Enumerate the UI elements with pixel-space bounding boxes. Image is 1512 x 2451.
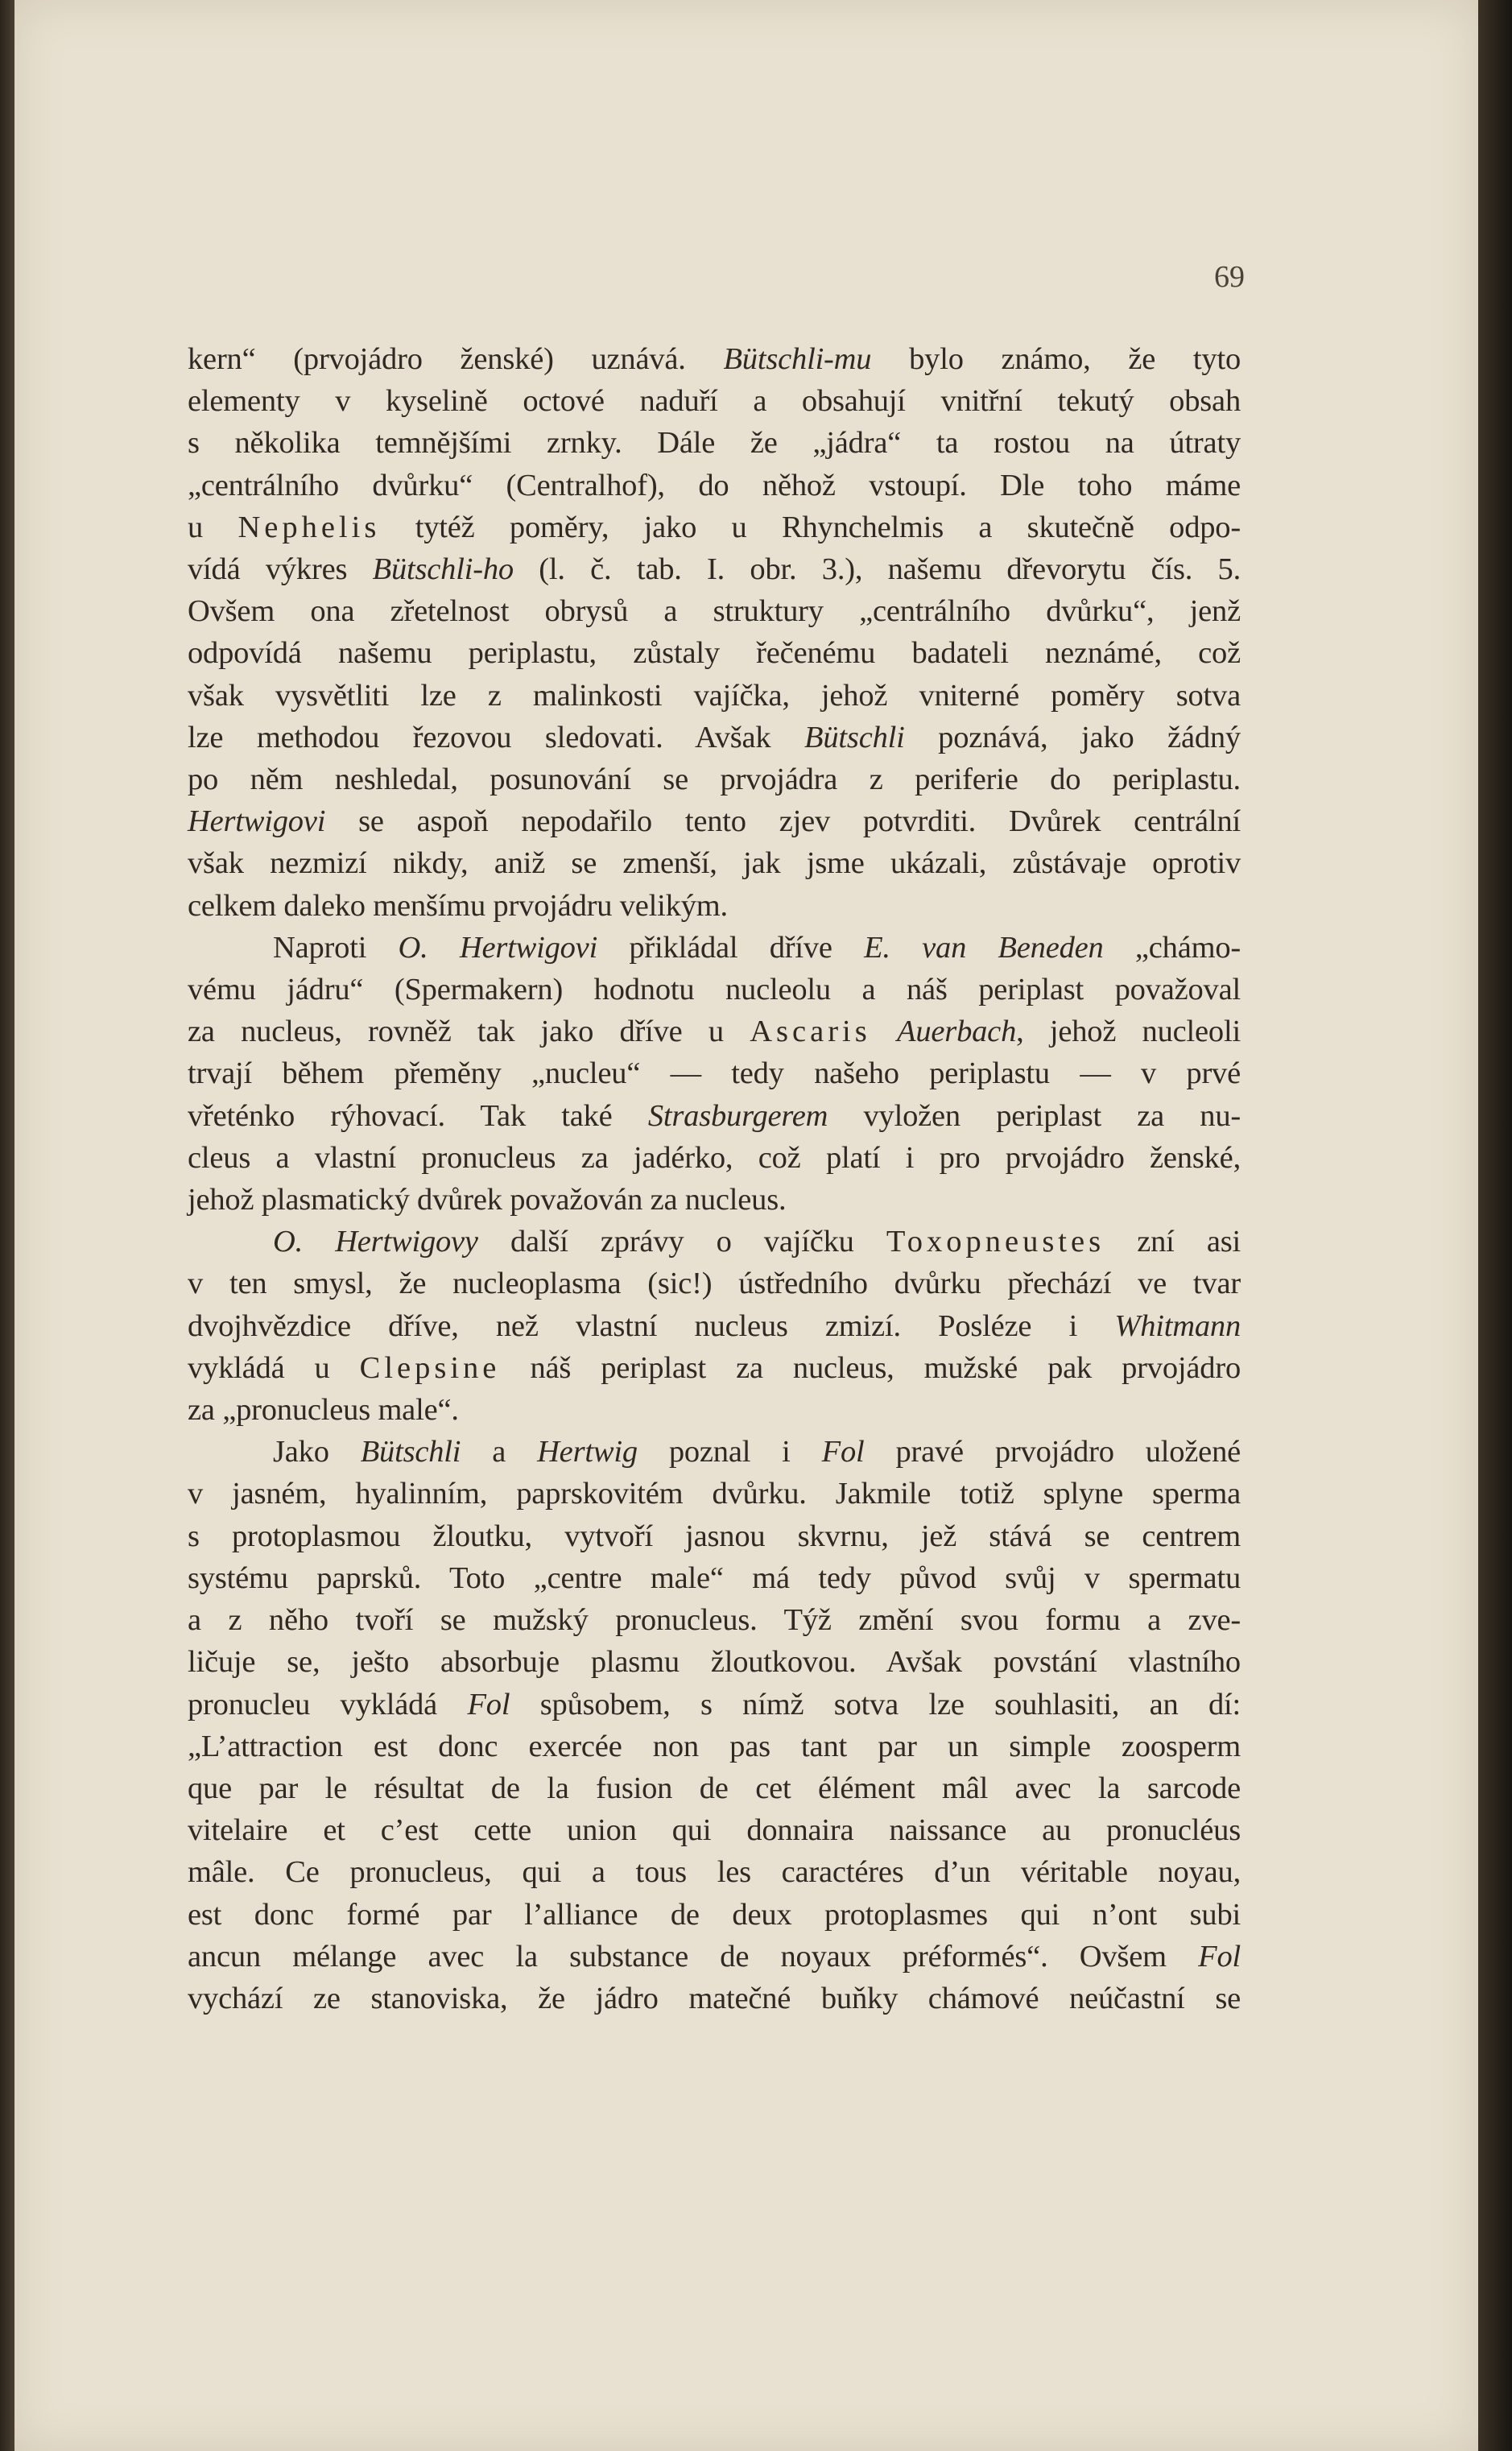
text-line (188, 422, 1241, 464)
text-fragment: poznal i (637, 1435, 822, 1469)
italic-text: Fol (821, 1435, 865, 1469)
text-line (188, 1599, 1241, 1641)
text-line (188, 717, 1241, 758)
text-line (188, 1641, 1241, 1683)
text-fragment: po něm neshledal, posunování se prvojádra z periferie do periplastu. (188, 763, 1241, 797)
text-fragment: však nezmizí nikdy, aniž se zmenší, jak jsme ukázali, zůstávaje oprotiv (188, 846, 1241, 881)
text-fragment: ancun mélange avec la substance de noyaux préformés“. Ovšem (188, 1939, 1199, 1974)
italic-text: Bütschli (804, 720, 905, 754)
text-line (188, 465, 1241, 506)
page-edge-right (1478, 0, 1512, 2451)
text-fragment: „chámo- (1103, 930, 1241, 965)
text-line (188, 632, 1241, 674)
text-fragment: přikládal dříve (597, 930, 865, 965)
italic-text: O. Hertwigovi (398, 930, 598, 965)
text-fragment: systému paprsků. Toto „centre male“ má tedy původ svůj v spermatu (188, 1560, 1241, 1595)
text-fragment: vychází ze stanoviska, že jádro matečné buňky chámové neúčastní se (188, 1981, 1241, 2015)
text-fragment: a z něho tvoří se mužský pronucleus. Týž změní svou formu a zve- (188, 1603, 1241, 1638)
italic-text: Auerbach (897, 1015, 1017, 1049)
text-fragment: cleus a vlastní pronucleus za jadérko, což platí i pro prvojádro ženské, (188, 1140, 1241, 1175)
text-fragment: pronucleu vykládá (188, 1687, 468, 1721)
italic-text: Whitmann (1114, 1308, 1241, 1343)
text-line (188, 1767, 1241, 1809)
page-edge-left (0, 0, 14, 2451)
text-line (188, 800, 1241, 842)
text-fragment: další zprávy o vajíčku (477, 1225, 886, 1259)
text-fragment: však vysvětliti lze z malinkosti vajíčka, jehož vniterné poměry sotva (188, 678, 1241, 713)
italic-text: Bütschli-ho (372, 552, 514, 587)
text-fragment: kern“ (prvojádro ženské) uznává. (188, 342, 724, 376)
text-fragment: vídá výkres (188, 552, 373, 587)
page-number: 69 (1214, 260, 1245, 294)
text-line (188, 1179, 1241, 1221)
text-fragment: náš periplast za nucleus, mužské pak prvojádro (500, 1350, 1241, 1385)
text-line (188, 1684, 1241, 1726)
text-line (188, 1557, 1241, 1599)
text-line (188, 969, 1241, 1011)
italic-text: O. Hertwigovy (273, 1225, 478, 1259)
text-line (188, 1515, 1241, 1557)
text-line (188, 842, 1241, 884)
italic-text: Bütschli (360, 1435, 461, 1469)
text-fragment: dvojhvězdice dříve, než vlastní nucleus zmizí. Posléze i (188, 1308, 1115, 1343)
spaced-text: Toxopneustes (886, 1225, 1105, 1259)
text-fragment: za „pronucleus male“. (188, 1393, 459, 1428)
text-fragment: s protoplasmou žloutku, vytvoří jasnou skvrnu, jež stává se centrem (188, 1519, 1241, 1553)
text-line (188, 1389, 1241, 1431)
text-fragment: spůsobem, s nímž sotva lze souhlasiti, an dí: (510, 1687, 1241, 1721)
spaced-text: Clepsine (359, 1350, 501, 1385)
text-fragment: u (188, 510, 238, 544)
text-fragment: bylo známo, že tyto (871, 342, 1241, 376)
text-line (188, 1978, 1241, 2019)
text-line (188, 1221, 1241, 1263)
text-fragment: se aspoň nepodařilo tento zjev potvrditi. Dvůrek centrální (325, 804, 1241, 839)
italic-text: Hertwig (537, 1435, 638, 1469)
text-fragment: „L’attraction est donc exercée non pas tant par un simple zoosperm (188, 1729, 1241, 1763)
text-line (188, 758, 1241, 800)
text-line (188, 1936, 1241, 1978)
text-fragment: za nucleus, rovněž tak jako dříve u (188, 1015, 750, 1049)
text-fragment: zní asi (1105, 1225, 1241, 1259)
text-line (188, 1263, 1241, 1304)
italic-text: Bütschli-mu (723, 342, 872, 376)
italic-text: Fol (1198, 1939, 1241, 1974)
text-fragment: Ovšem ona zřetelnost obrysů a struktury „centrálního dvůrku“, jenž (188, 594, 1241, 629)
text-fragment: , jehož nucleoli (1016, 1015, 1241, 1049)
text-fragment: pravé prvojádro uložené (864, 1435, 1241, 1469)
text-fragment: ličuje se, ješto absorbuje plasmu žloutkovou. Avšak povstání vlastního (188, 1645, 1241, 1680)
italic-text: Fol (467, 1687, 510, 1721)
text-line (188, 1431, 1241, 1473)
text-line (188, 1347, 1241, 1389)
text-fragment: v jasném, hyalinním, paprskovitém dvůrku. Jakmile totiž splyne sperma (188, 1477, 1241, 1511)
text-line (188, 590, 1241, 632)
text-line (188, 506, 1241, 548)
text-line (188, 675, 1241, 717)
text-fragment: est donc formé par l’alliance de deux protoplasmes qui n’ont subi (188, 1897, 1241, 1932)
text-fragment: que par le résultat de la fusion de cet élément mâl avec la sarcode (188, 1771, 1241, 1805)
italic-text: E. van Beneden (864, 930, 1104, 965)
text-line (188, 1305, 1241, 1347)
text-fragment: lze methodou řezovou sledovati. Avšak (188, 720, 805, 754)
text-line (188, 1137, 1241, 1179)
text-fragment: Jako (273, 1435, 361, 1469)
text-line (188, 548, 1241, 590)
text-fragment: a (461, 1435, 538, 1469)
text-line (188, 1809, 1241, 1851)
text-fragment (871, 1015, 897, 1048)
text-line (188, 1473, 1241, 1515)
spaced-text: Ascaris (750, 1015, 871, 1049)
text-line (188, 1095, 1241, 1137)
text-line (188, 338, 1241, 380)
text-fragment: v ten smysl, že nucleoplasma (sic!) ústředního dvůrku přechází ve tvar (188, 1267, 1241, 1301)
text-line (188, 885, 1241, 927)
text-line (188, 1726, 1241, 1767)
text-fragment: mâle. Ce pronucleus, qui a tous les caractéres d’un véritable noyau, (188, 1855, 1241, 1890)
text-fragment: Naproti (273, 930, 399, 965)
text-line (188, 1011, 1241, 1052)
text-line (188, 927, 1241, 969)
text-fragment: odpovídá našemu periplastu, zůstaly řečenému badateli neznámé, což (188, 636, 1241, 671)
text-line (188, 380, 1241, 422)
text-fragment: celkem daleko menšímu prvojádru velikým. (188, 888, 728, 923)
text-fragment: elementy v kyselině octové naduří a obsahují vnitřní tekutý obsah (188, 384, 1241, 419)
text-fragment: trvají během přeměny „nucleu“ — tedy našeho periplastu — v prvé (188, 1056, 1241, 1091)
text-fragment: vyložen periplast za nu- (828, 1098, 1241, 1133)
text-fragment: poznává, jako žádný (904, 720, 1241, 754)
text-fragment: tytéž poměry, jako u Rhynchelmis a skutečně odpo- (380, 510, 1241, 544)
text-fragment: „centrálního dvůrku“ (Centralhof), do něhož vstoupí. Dle toho máme (188, 468, 1241, 502)
text-fragment: vřeténko rýhovací. Tak také (188, 1098, 648, 1133)
text-line (188, 1851, 1241, 1893)
text-fragment: vykládá u (188, 1350, 360, 1385)
italic-text: Hertwigovi (188, 804, 326, 839)
text-fragment: vitelaire et c’est cette union qui donnaira naissance au pronucléus (188, 1813, 1241, 1848)
text-fragment: jehož plasmatický dvůrek považován za nucleus. (188, 1183, 787, 1217)
text-fragment: (l. č. tab. I. obr. 3.), našemu dřevorytu čís. 5. (513, 552, 1241, 587)
italic-text: Strasburgerem (647, 1098, 828, 1133)
text-line (188, 1894, 1241, 1936)
text-fragment: s několika temnějšími zrnky. Dále že „jádra“ ta rostou na útraty (188, 426, 1241, 461)
text-line (188, 1052, 1241, 1094)
spaced-text: Nephelis (238, 510, 381, 544)
body-text (188, 338, 1241, 2019)
text-fragment: vému jádru“ (Spermakern) hodnotu nucleolu a náš periplast považoval (188, 973, 1241, 1007)
